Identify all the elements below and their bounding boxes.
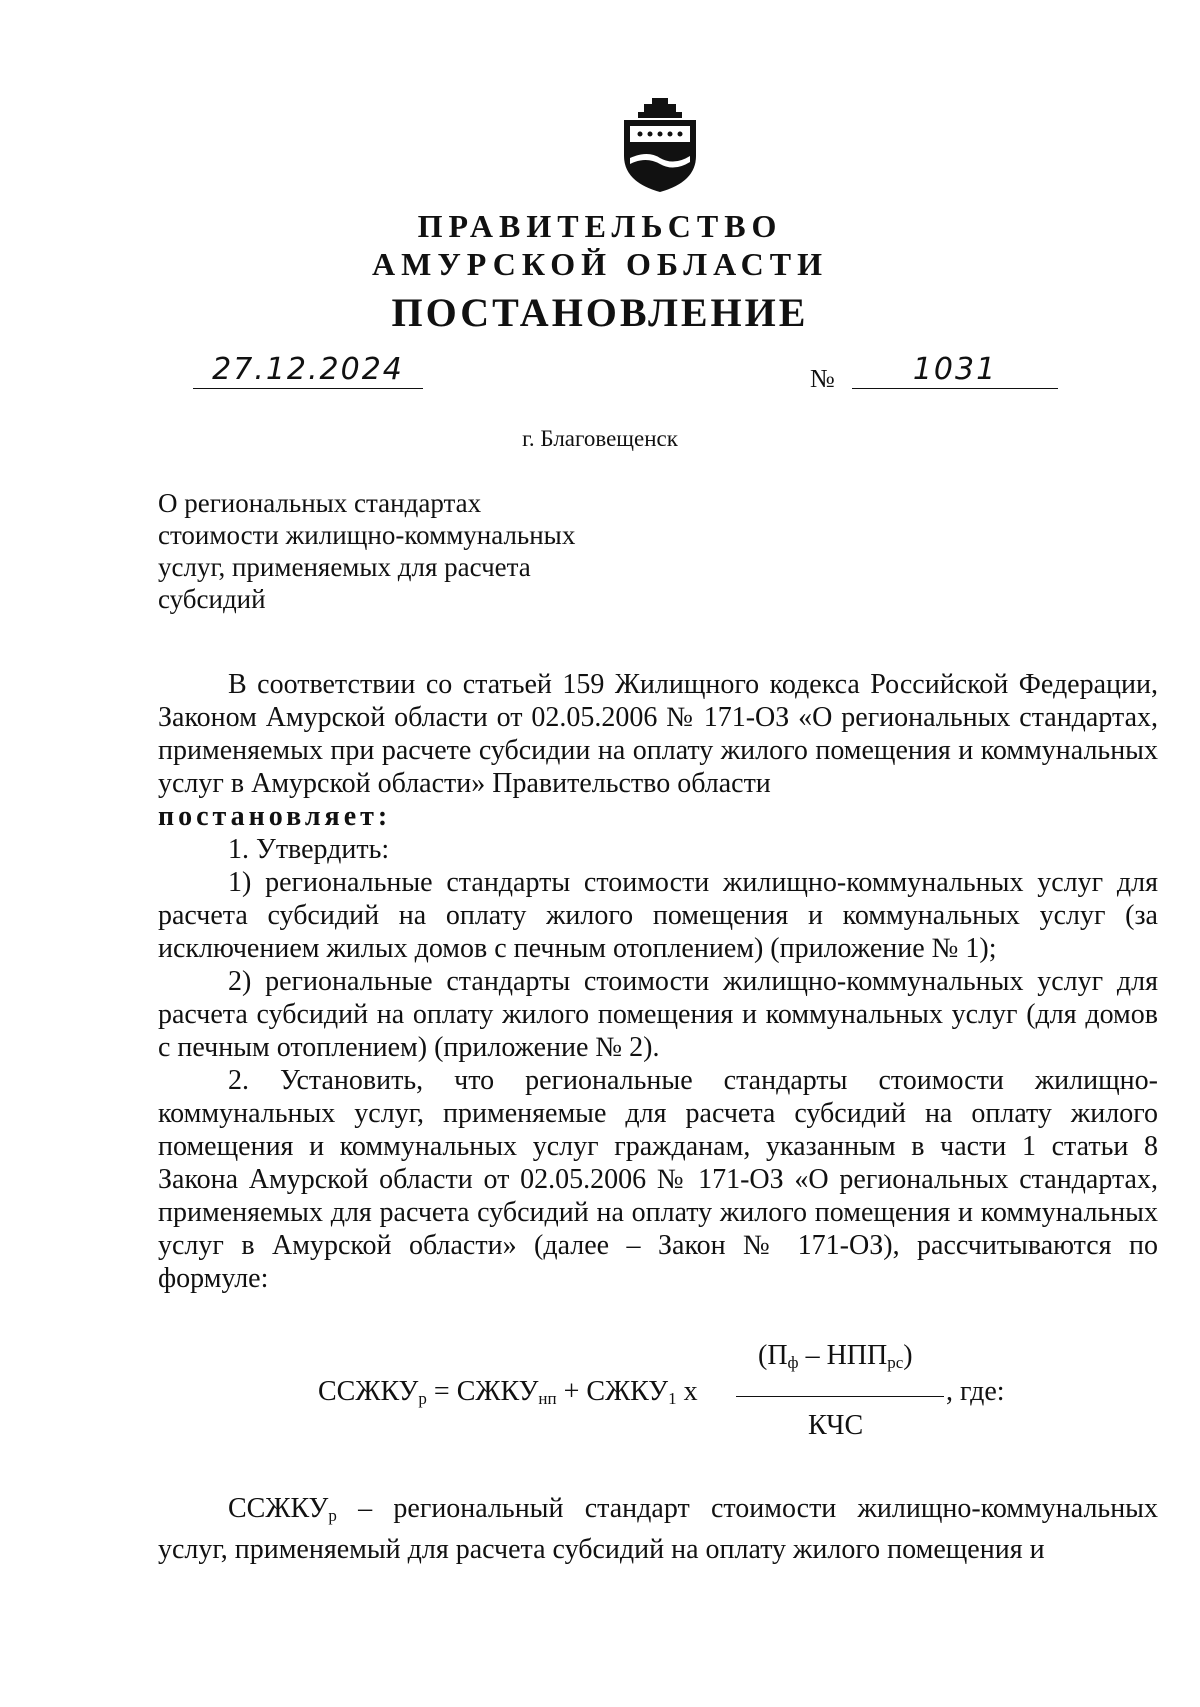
formula-tail: , где: bbox=[946, 1376, 1005, 1407]
definition-subscript: р bbox=[328, 1506, 337, 1525]
formula-operator: + bbox=[556, 1376, 587, 1407]
org-name-line1: ПРАВИТЕЛЬСТВО bbox=[417, 208, 783, 244]
definitions bbox=[158, 1492, 1158, 1567]
definition-text: – региональный стандарт стоимости жилищно-коммунальных услуг, применяемый для расчета субсидий на оплату жилого помещения и bbox=[158, 1493, 1158, 1565]
formula-subscript: 1 bbox=[668, 1389, 677, 1408]
paragraph-item-1-2: 2) региональные стандарты стоимости жилищно-коммунальных услуг для расчета субсидий на оплату жилого помещения и коммунальных услуг (для домов с печным отоплением) (приложение № 2). bbox=[158, 966, 1158, 1063]
decree-word: постановляет: bbox=[158, 801, 392, 832]
number-label: № bbox=[810, 364, 835, 393]
formula-term: СЖКУ bbox=[456, 1376, 539, 1407]
paragraph-item-2: 2. Установить, что региональные стандарты стоимости жилищно-коммунальных услуг, применяемые для расчета субсидий на оплату жилого помещения и коммунальных услуг гражданам, указанным в части 1 статьи 8 Закона Амурской области от 02.05.2006 № 171-ОЗ «О региональных стандартах, применяемых для расчета субсидий на оплату жилого помещения и коммунальных услуг в Амурской области» (далее – Закон № 171-ОЗ), рассчитываются по формуле: bbox=[158, 1065, 1158, 1294]
document-date: 27.12.2024 bbox=[193, 352, 423, 389]
formula-term: (П bbox=[758, 1340, 788, 1371]
definition-term: ССЖКУ bbox=[228, 1493, 329, 1524]
formula-numerator bbox=[758, 1340, 913, 1379]
formula-term: СЖКУ bbox=[586, 1376, 669, 1407]
subject-line: стоимости жилищно-коммунальных bbox=[158, 520, 576, 550]
formula-subscript: р bbox=[418, 1389, 427, 1408]
formula-term: ССЖКУ bbox=[318, 1376, 419, 1407]
formula-subscript: рс bbox=[887, 1353, 904, 1372]
coat-of-arms-emblem bbox=[618, 98, 702, 194]
fraction-bar bbox=[736, 1396, 944, 1397]
formula-subscript: нп bbox=[538, 1389, 557, 1408]
formula-term: – НПП bbox=[798, 1340, 888, 1371]
subject-line: субсидий bbox=[158, 584, 266, 614]
city: г. Благовещенск bbox=[522, 426, 678, 451]
formula-term: ) bbox=[903, 1340, 913, 1371]
org-name-line2: АМУРСКОЙ ОБЛАСТИ bbox=[372, 246, 828, 282]
document-subject bbox=[158, 487, 638, 615]
formula bbox=[318, 1340, 1058, 1450]
subject-line: услуг, применяемых для расчета bbox=[158, 552, 531, 582]
document-body bbox=[158, 668, 1158, 1295]
formula-operator: х bbox=[676, 1376, 698, 1407]
preamble-paragraph: В соответствии со статьей 159 Жилищного кодекса Российской Федерации, Законом Амурской области от 02.05.2006 № 171-ОЗ «О региональных стандартах, применяемых при расчете субсидии на оплату жилого помещения и коммунальных услуг в Амурской области» Правительство области bbox=[158, 669, 1158, 799]
paragraph-item-1-1: 1) региональные стандарты стоимости жилищно-коммунальных услуг для расчета субсидий на оплату жилого помещения и коммунальных услуг (за исключением жилых домов с печным отоплением) (приложение № 1); bbox=[158, 867, 1158, 964]
definition-paragraph bbox=[158, 1492, 1158, 1567]
formula-denominator: КЧС bbox=[808, 1410, 864, 1441]
formula-subscript: ф bbox=[787, 1353, 799, 1372]
document-number: 1031 bbox=[852, 352, 1058, 389]
paragraph-item-1: 1. Утвердить: bbox=[228, 834, 390, 865]
document-type: ПОСТАНОВЛЕНИЕ bbox=[391, 290, 809, 335]
formula-operator: = bbox=[426, 1376, 457, 1407]
subject-line: О региональных стандартах bbox=[158, 488, 482, 518]
formula-lhs bbox=[318, 1376, 698, 1415]
